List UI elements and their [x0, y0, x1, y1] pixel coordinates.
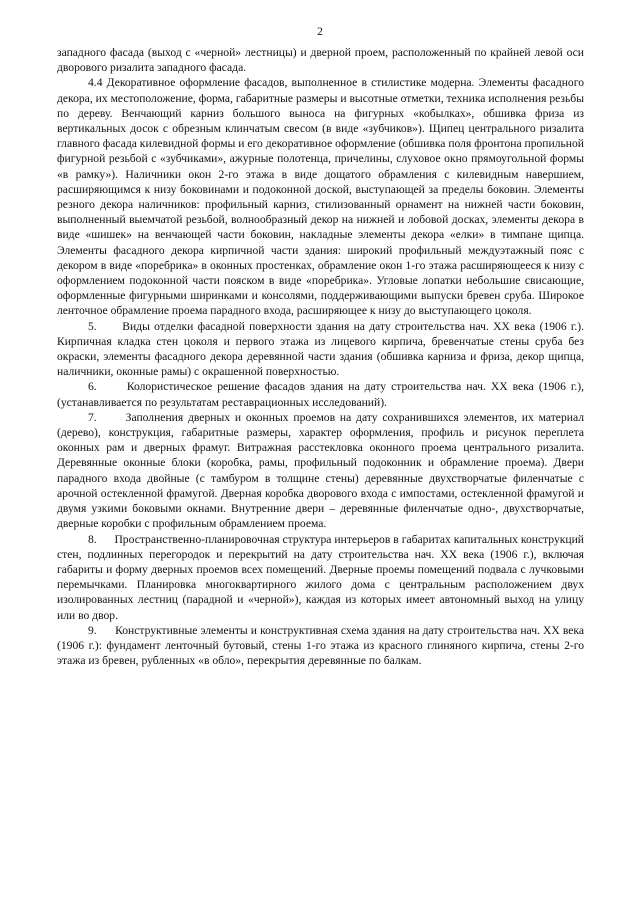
page-number: 2: [317, 26, 323, 38]
paragraph-5-facade-finish: 5. Виды отделки фасадной поверхности здания на дату строительства нач. XX века (1906 г.). Кирпичная кладка стен цоколя и первого этажа из лицевого кирпича, бревенчатые стены сруба без окраски, элементы фасадного декора деревянной части здания (обшивка карниза и фриза, декор щипца, наличники, оконные рамы) с окрашенной поверхностью.: [57, 319, 584, 379]
paragraph-continuation: западного фасада (выход с «черной» лестницы) и дверной проем, расположенный по крайней левой оси дворового ризалита западного фасада.: [57, 46, 584, 75]
paragraph-9-structural-elements: 9. Конструктивные элементы и конструктивная схема здания на дату строительства нач. XX века (1906 г.): фундамент ленточный бутовый, стены 1-го этажа из красного глиняного кирпича, стены 2-го этажа из бревен, рубленных «в обло», перекрытия деревянные по балкам.: [57, 623, 584, 668]
paragraph-7-door-window-fillings: 7. Заполнения дверных и оконных проемов на дату сохранившихся элементов, их материал (дерево), конструкция, габаритные размеры, характер оформления, профиль и рисунок переплета оконных рам и дверных фрамуг. Витражная расстекловка оконного проема центрального ризалита. Деревянные оконные блоки (коробка, рамы, профильный подоконник и обрамление проема). Двери парадного входа двойные (с тамбуром в толщине стены) деревянные двухстворчатые филенчатые с арочной остекленной фрамугой. Дверная коробка дворового входа с импостами, остекленной фрамугой и двумя узкими боковыми окнами. Внутренние двери – деревянные филенчатые одно-, двухстворчатые, дверные коробки с профильным обрамлением проема.: [57, 410, 584, 531]
paragraph-4-4-decorative-facades: 4.4 Декоративное оформление фасадов, выполненное в стилистике модерна. Элементы фасадного декора, их местоположение, форма, габаритные размеры и высотные отметки, техника исполнения резьбы по дереву. Венчающий карниз большого выноса на фигурных «кобылках», обшивка фриза из вертикальных досок с обрезным клинчатым свесом (в виде «зубчиков»). Щипец центрального ризалита главного фасада килевидной формы и его декоративное оформление (обшивка поля фронтона пропильной фигурной резьбой с «зубчиками», ажурные полотенца, причелины, слуховое окно прямоугольной формы «в рамку»). Наличники окон 2-го этажа в виде дощатого обрамления с килевидным навершием, расширяющимся к низу боковинами и подоконной доской, выступающей за пределы боковин. Элементы резного декора наличников: профильный карниз, стилизованный орнамент на нижней части боковин, выполненный выемчатой резьбой, волнообразный декор на нижней и лобовой досках, элементы декора в виде «шишек» на венчающей части боковин, накладные элементы декора «елки» в тимпане щипца. Элементы фасадного декора кирпичной части здания: широкий профильный междуэтажный пояс с декором в виде «поребрика» в оконных простенках, обрамление окон 1-го этажа расширяющееся к низу с оформлением подоконной части пояском в виде «поребрика». Угловые лопатки небольшие свисающие, оформленные фигурными ширинками и консолями, поддерживающими выпуски бревен сруба. Широкое ленточное обрамление проема парадного входа, расширяющее к низу до выступающего цоколя.: [57, 76, 584, 318]
paragraph-8-interior-layout: 8. Пространственно-планировочная структура интерьеров в габаритах капитальных конструкций стен, подлинных перегородок и перекрытий на дату строительства нач. XX века (1906 г.), включая габариты и форму дверных проемов всех помещений. Дверные проемы помещений подвала с лучковыми перемычками. Планировка многоквартирного жилого дома с центральным расположением двух изолированных лестниц (парадной и «черной»), каждая из которых имеет автономный выход на улицу или во двор.: [57, 532, 584, 622]
document-body: [57, 45, 584, 668]
paragraph-6-color-solution: 6. Колористическое решение фасадов здания на дату строительства нач. XX века (1906 г.), (устанавливается по результатам реставрационных исследований).: [57, 380, 584, 409]
